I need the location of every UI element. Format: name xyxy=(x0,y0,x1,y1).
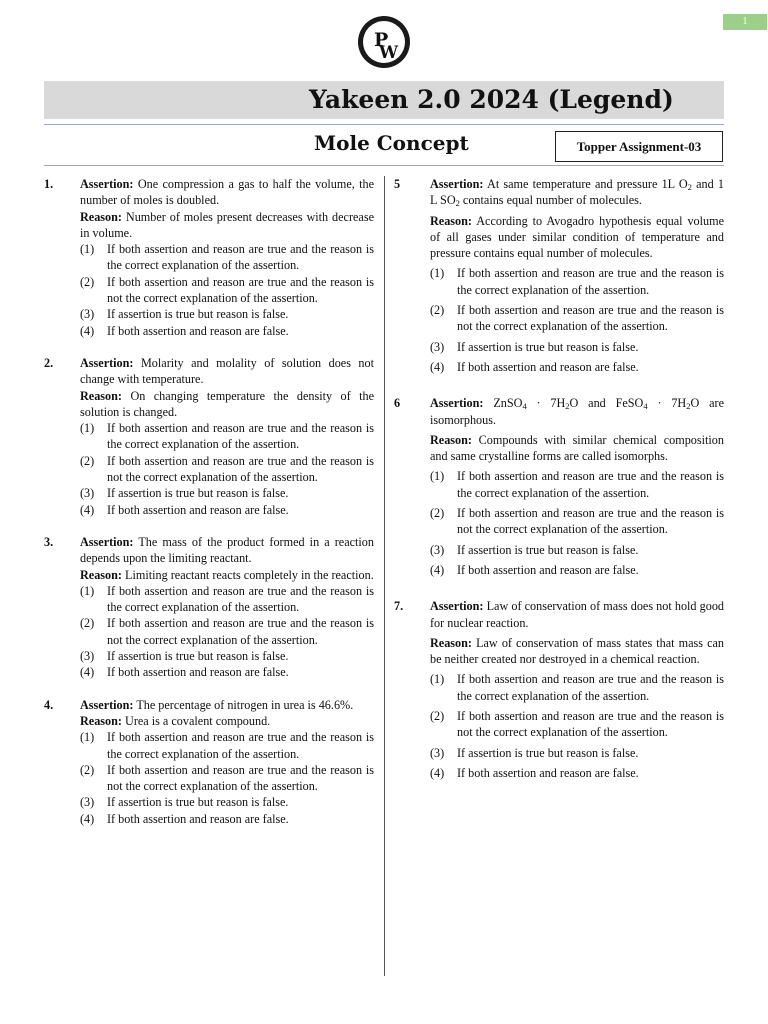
question-7 xyxy=(394,598,724,781)
option-number: (1) xyxy=(80,730,95,745)
page-number-badge: 1 xyxy=(723,14,767,30)
assertion-text: O are isomorphous. xyxy=(430,396,724,427)
option-text: If both assertion and reason are true and the reason is the correct explanation of the assertion. xyxy=(107,583,374,615)
option-number: (4) xyxy=(80,811,95,826)
divider-rule xyxy=(44,124,724,125)
option-2 xyxy=(80,453,374,486)
option-2 xyxy=(430,505,724,538)
reason-text: On changing temperature the density of the solution is changed. xyxy=(80,388,375,419)
option-text: If both assertion and reason are false. xyxy=(107,323,289,338)
reason xyxy=(430,635,724,668)
reason-label: Reason: xyxy=(80,388,122,403)
option-text: If assertion is true but reason is false. xyxy=(107,486,289,501)
subscript: 2 xyxy=(455,198,460,209)
assertion xyxy=(80,355,374,388)
option-number: (3) xyxy=(80,649,95,664)
assertion-label: Assertion: xyxy=(430,599,484,614)
assertion xyxy=(430,598,724,631)
option-number: (3) xyxy=(80,307,95,322)
option-4 xyxy=(430,765,724,781)
assertion-text: Molarity and molality of solution does not change with temperature. xyxy=(80,355,375,387)
option-text: If both assertion and reason are true and the reason is the correct explanation of the assertion. xyxy=(457,266,724,297)
option-text: If both assertion and reason are true and the reason is the correct explanation of the assertion. xyxy=(107,421,374,452)
option-3 xyxy=(80,794,374,810)
reason-text: Law of conservation of mass states that mass can be neither created nor destroyed in a chemical reaction. xyxy=(430,635,725,667)
reason-label: Reason: xyxy=(80,713,122,728)
option-text: If assertion is true but reason is false. xyxy=(107,795,289,810)
option-3 xyxy=(430,745,724,761)
option-number: (3) xyxy=(430,745,445,760)
assertion xyxy=(80,697,374,713)
subscript: 2 xyxy=(687,182,692,192)
reason xyxy=(430,432,724,465)
subscript: 2 xyxy=(686,401,691,412)
option-1 xyxy=(430,671,724,704)
question-number: 3. xyxy=(44,534,54,549)
option-text: If assertion is true but reason is false. xyxy=(107,649,289,664)
option-number: (3) xyxy=(80,795,95,810)
option-text: If both assertion and reason are false. xyxy=(107,502,289,517)
assignment-label: Topper Assignment-03 xyxy=(555,131,723,162)
assertion-text: · 7H xyxy=(526,396,566,411)
question-number: 1. xyxy=(44,177,54,191)
option-number: (2) xyxy=(430,709,445,724)
question-number: 6 xyxy=(394,396,401,411)
option-number: (3) xyxy=(430,542,445,557)
assertion-label: Assertion: xyxy=(430,177,484,191)
left-column xyxy=(44,176,374,843)
option-list xyxy=(430,671,724,781)
assertion-text: · 7H xyxy=(647,396,687,411)
option-1 xyxy=(430,265,724,298)
option-number: (4) xyxy=(80,323,95,338)
option-text: If both assertion and reason are false. xyxy=(457,562,639,577)
subscript: 4 xyxy=(643,401,648,412)
reason xyxy=(80,388,374,421)
question-number: 7. xyxy=(394,599,404,614)
option-text: If both assertion and reason are false. xyxy=(457,359,639,374)
assertion xyxy=(80,176,374,209)
option-2 xyxy=(430,708,724,741)
option-4 xyxy=(430,359,724,375)
option-2 xyxy=(80,274,374,307)
option-3 xyxy=(430,542,724,558)
reason-text: Number of moles present decreases with decrease in volume. xyxy=(80,209,374,240)
option-text: If both assertion and reason are true and the reason is the correct explanation of the assertion. xyxy=(107,242,374,273)
option-list xyxy=(80,420,374,518)
assertion xyxy=(80,534,374,567)
option-text: If both assertion and reason are true and the reason is not the correct explanation of the assertion. xyxy=(107,762,374,794)
option-number: (4) xyxy=(430,765,445,780)
option-number: (1) xyxy=(430,266,445,281)
assertion-text: contains equal number of molecules. xyxy=(459,193,642,208)
option-number: (4) xyxy=(430,562,445,577)
option-3 xyxy=(430,339,724,355)
reason-label: Reason: xyxy=(430,432,472,447)
divider-rule xyxy=(44,165,724,166)
option-number: (2) xyxy=(80,616,95,631)
question-number: 5 xyxy=(394,177,401,191)
reason-label: Reason: xyxy=(80,209,122,224)
assertion-text: Law of conservation of mass does not hold good for nuclear reaction. xyxy=(430,599,725,630)
option-list xyxy=(80,583,374,681)
option-1 xyxy=(80,583,374,616)
option-number: (3) xyxy=(80,486,95,501)
option-3 xyxy=(80,485,374,501)
reason-label: Reason: xyxy=(430,213,472,228)
option-1 xyxy=(80,420,374,453)
assertion xyxy=(430,176,724,209)
option-number: (1) xyxy=(80,242,95,257)
option-number: (1) xyxy=(430,672,445,687)
reason-text: Urea is a covalent compound. xyxy=(125,713,271,728)
assertion-label: Assertion: xyxy=(80,355,134,370)
option-text: If both assertion and reason are false. xyxy=(107,811,289,826)
assertion-label: Assertion: xyxy=(430,396,484,411)
option-2 xyxy=(80,762,374,795)
option-3 xyxy=(80,306,374,322)
assertion-text: One compression a gas to half the volume, the number of moles is doubled. xyxy=(80,177,375,208)
question-3 xyxy=(44,534,374,681)
option-number: (2) xyxy=(430,506,445,521)
chapter-title: Mole Concept xyxy=(314,131,469,155)
pw-logo xyxy=(358,16,410,68)
assertion-label: Assertion: xyxy=(80,697,134,712)
option-text: If assertion is true but reason is false. xyxy=(457,339,639,354)
subscript: 2 xyxy=(565,401,570,412)
question-2 xyxy=(44,355,374,518)
option-list xyxy=(80,729,374,827)
option-number: (4) xyxy=(80,502,95,517)
assertion-text: ZnSO xyxy=(493,396,523,411)
question-number: 4. xyxy=(44,697,54,712)
option-4 xyxy=(80,502,374,518)
option-1 xyxy=(80,729,374,762)
option-4 xyxy=(430,562,724,578)
option-text: If assertion is true but reason is false. xyxy=(457,542,639,557)
assertion xyxy=(430,395,724,428)
option-text: If assertion is true but reason is false. xyxy=(107,307,289,322)
reason xyxy=(80,209,374,242)
option-number: (2) xyxy=(80,453,95,468)
title-bar xyxy=(44,81,724,119)
option-number: (2) xyxy=(80,762,95,777)
column-divider xyxy=(384,176,385,976)
option-number: (4) xyxy=(80,665,95,680)
reason xyxy=(80,713,374,729)
option-1 xyxy=(80,241,374,274)
option-number: (1) xyxy=(80,583,95,598)
reason-text: Limiting reactant reacts completely in the reaction. xyxy=(125,567,374,582)
option-text: If assertion is true but reason is false. xyxy=(457,745,639,760)
option-2 xyxy=(430,302,724,335)
option-list xyxy=(430,265,724,375)
option-list xyxy=(430,468,724,578)
option-4 xyxy=(80,664,374,680)
reason-text: According to Avogadro hypothesis equal volume of all gases under similar condition of temperature and pressure contains equal number of molecules. xyxy=(430,213,724,261)
reason xyxy=(430,213,724,262)
assertion-text: and 1 L SO xyxy=(430,177,724,208)
option-4 xyxy=(80,323,374,339)
option-text: If both assertion and reason are true and the reason is not the correct explanation of the assertion. xyxy=(107,616,374,647)
option-3 xyxy=(80,648,374,664)
option-4 xyxy=(80,811,374,827)
option-text: If both assertion and reason are false. xyxy=(457,765,639,780)
option-1 xyxy=(430,468,724,501)
page-title: Yakeen 2.0 2024 (Legend) xyxy=(309,85,674,114)
option-text: If both assertion and reason are true and the reason is the correct explanation of the assertion. xyxy=(457,469,724,500)
option-number: (2) xyxy=(80,274,95,289)
option-text: If both assertion and reason are true and the reason is the correct explanation of the assertion. xyxy=(457,672,724,703)
option-number: (1) xyxy=(430,469,445,484)
option-text: If both assertion and reason are true and the reason is not the correct explanation of the assertion. xyxy=(457,506,724,537)
question-4 xyxy=(44,697,374,827)
option-number: (2) xyxy=(430,303,445,318)
right-column xyxy=(394,176,724,801)
reason xyxy=(80,567,374,583)
option-text: If both assertion and reason are true and the reason is not the correct explanation of the assertion. xyxy=(457,303,724,334)
option-text: If both assertion and reason are false. xyxy=(107,665,289,680)
svg-text:W: W xyxy=(379,43,399,63)
assertion-text: O and FeSO xyxy=(569,396,644,411)
assertion-text: At same temperature and pressure 1L O xyxy=(487,177,688,191)
option-text: If both assertion and reason are true and the reason is not the correct explanation of the assertion. xyxy=(457,709,724,740)
option-text: If both assertion and reason are true and the reason is not the correct explanation of the assertion. xyxy=(107,453,374,485)
question-5 xyxy=(394,176,724,375)
assertion-text: The mass of the product formed in a reaction depends upon the limiting reactant. xyxy=(80,534,374,566)
assertion-label: Assertion: xyxy=(80,534,134,549)
option-number: (4) xyxy=(430,359,445,374)
svg-text:P: P xyxy=(374,29,389,51)
option-2 xyxy=(80,615,374,648)
reason-label: Reason: xyxy=(80,567,122,582)
reason-label: Reason: xyxy=(430,635,472,650)
option-list xyxy=(80,241,374,339)
assertion-text: The percentage of nitrogen in urea is 46.6%. xyxy=(136,697,354,712)
reason-text: Compounds with similar chemical composition and same crystalline forms are called isomorphs. xyxy=(430,432,724,464)
option-number: (1) xyxy=(80,421,95,436)
option-number: (3) xyxy=(430,339,445,354)
subscript: 4 xyxy=(522,401,527,412)
option-text: If both assertion and reason are true and the reason is the correct explanation of the assertion. xyxy=(107,730,374,761)
question-1 xyxy=(44,176,374,339)
option-text: If both assertion and reason are true and the reason is not the correct explanation of the assertion. xyxy=(107,274,374,306)
question-number: 2. xyxy=(44,355,54,370)
question-6 xyxy=(394,395,724,578)
assertion-label: Assertion: xyxy=(80,177,134,191)
